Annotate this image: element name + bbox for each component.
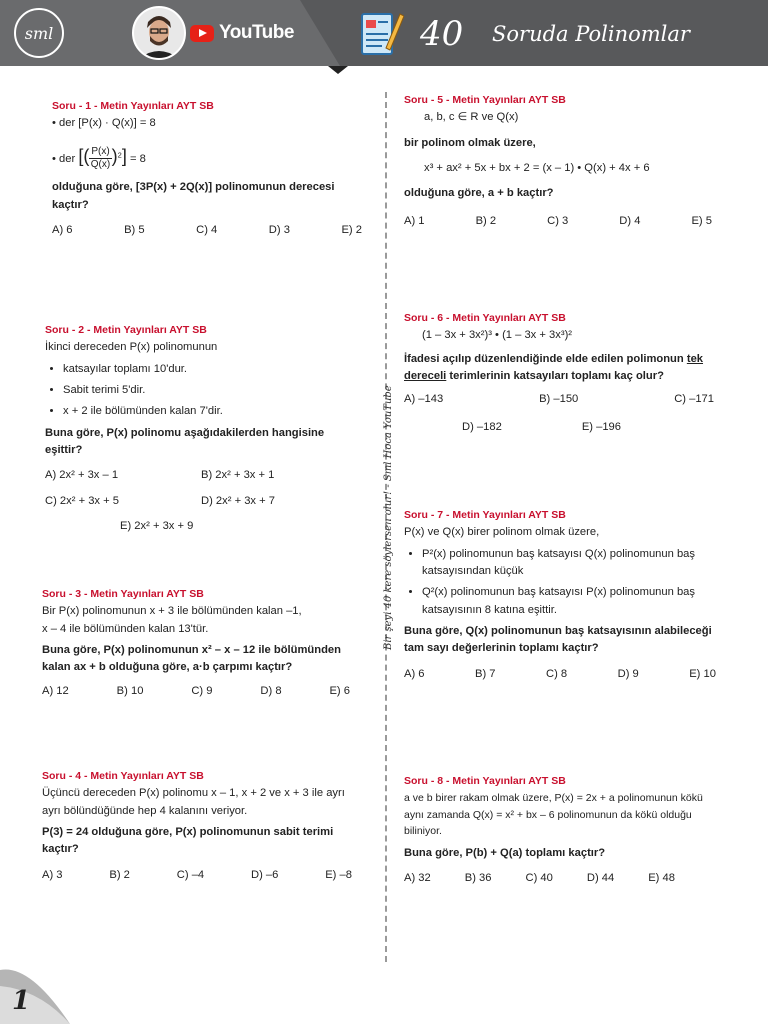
option[interactable]: E) 48 (648, 872, 675, 885)
question-8 (404, 773, 712, 888)
question-1 (52, 98, 362, 239)
bullet: • x + 2 ile bölümünden kalan 7'dir. (63, 403, 357, 420)
question-2 (45, 322, 357, 536)
option[interactable]: C) –171 (674, 393, 714, 406)
option[interactable]: D) –182 (462, 420, 502, 433)
page-number: 1 (12, 986, 31, 1016)
question-text: Buna göre, P(x) polinomunun x² – x – 12 ile bölümünden kalan ax + b olduğuna göre, a·b çarpımı kaçtır? (42, 643, 341, 674)
bullet: • der [( $\frac{P(x)}{Q(x)}$ )$^2$] = 8 (52, 145, 146, 171)
question-head: Soru - 8 - Metin Yayınları AYT SB (404, 775, 566, 787)
intro-text: a, b, c ∈ R ve Q(x) (424, 111, 519, 124)
option[interactable]: E) 2 (341, 223, 362, 236)
question-text: P(3) = 24 olduğuna göre, P(x) polinomunun sabit terimi kaçtır? (42, 825, 334, 856)
option[interactable]: D) 2x² + 3x + 7 (201, 494, 275, 507)
options (404, 391, 714, 408)
bullet-list (45, 361, 357, 421)
option[interactable]: B) 2 (109, 868, 130, 881)
fraction (89, 146, 111, 171)
intro-text: Üçüncü dereceden P(x) polinomu x – 1, x + 2 ve x + 3 ile ayrı ayrı bölündüğünde hep 4 kalanını veriyor. (42, 787, 345, 817)
option[interactable]: B) 2 (475, 214, 497, 227)
question-head: Soru - 4 - Metin Yayınları AYT SB (42, 770, 204, 782)
question-4 (42, 768, 352, 884)
option[interactable]: A) 12 (42, 684, 69, 697)
question-head: Soru - 2 - Metin Yayınları AYT SB (45, 324, 207, 336)
option[interactable]: E) 10 (689, 667, 716, 680)
option[interactable]: A) 32 (404, 872, 431, 885)
option[interactable]: B) 2x² + 3x + 1 (201, 469, 275, 482)
option[interactable]: A) 6 (52, 223, 73, 236)
youtube-brand[interactable] (190, 22, 294, 44)
question-text-part: terimlerinin katsayıları toplamı kaç olur? (446, 369, 664, 382)
intro-text: İkinci dereceden P(x) polinomunun (45, 341, 218, 354)
option[interactable]: D) 4 (619, 214, 641, 227)
avatar-portrait-icon (134, 8, 184, 58)
option[interactable]: C) 40 (525, 872, 553, 885)
bullet: • katsayılar toplamı 10'dur. (63, 361, 357, 378)
option[interactable]: E) 6 (329, 684, 350, 697)
option[interactable]: B) 36 (464, 872, 492, 885)
bullet-list (404, 546, 716, 619)
notebook-pencil-icon (358, 8, 404, 60)
sml-logo (14, 8, 64, 58)
title-number: 40 (420, 14, 464, 54)
option[interactable]: C) –4 (176, 868, 205, 881)
bullet-text: der [P(x) · Q(x)] = 8 (59, 117, 156, 130)
option[interactable]: A) 1 (404, 214, 425, 227)
question-text: Buna göre, Q(x) polinomunun baş katsayısının alabileceği tam sayı değerlerinin toplamı kaçtır? (404, 625, 712, 655)
option[interactable]: C) 2x² + 3x + 5 (45, 494, 119, 507)
question-head: Soru - 5 - Metin Yayınları AYT SB (404, 94, 566, 106)
bullet: • der [P(x) · Q(x)] = 8 (52, 117, 156, 130)
question-5 (404, 92, 712, 230)
option[interactable]: A) 2x² + 3x – 1 (45, 469, 119, 482)
options (42, 867, 352, 884)
avatar (132, 6, 186, 60)
question-head: Soru - 1 - Metin Yayınları AYT SB (52, 100, 214, 112)
option[interactable]: D) 8 (260, 684, 282, 697)
options (404, 213, 712, 230)
header-notch (328, 66, 348, 74)
fraction-numerator: P(x) (91, 146, 110, 158)
question-text-part: İfadesi açılıp düzenlendiğinde elde edilen polimonun (404, 352, 684, 365)
intro-text: x – 4 ile bölümünden kalan 13'tür. (42, 622, 209, 635)
question-head: Soru - 3 - Metin Yayınları AYT SB (42, 588, 204, 600)
question-text: Buna göre, P(x) polinomu aşağıdakilerden hangisine eşittir? (45, 426, 325, 457)
side-note: Bir şeyi 40 kere söylersen olur! - Sml Hoca YouTube (383, 385, 394, 650)
fraction-denominator: Q(x) (90, 159, 111, 171)
logo-text: sml (24, 23, 54, 43)
option[interactable]: C) 9 (191, 684, 213, 697)
option[interactable]: E) 2x² + 3x + 9 (120, 520, 194, 533)
intro-text: a ve b birer rakam olmak üzere, P(x) = 2x + a polinomunun kökü aynı zamanda Q(x) = x² + bx – 6 polinomunun da kökü olduğu biliniyor. (404, 792, 703, 837)
options (404, 870, 712, 887)
bullet: • Q²(x) polinomunun baş katsayısı P(x) polinomunun baş katsayısının 8 katına eşittir. (422, 584, 716, 619)
option[interactable]: A) 6 (404, 667, 425, 680)
intro-text: Bir P(x) polinomunun x + 3 ile bölümünden kalan –1, (42, 605, 302, 618)
bullet-text: der (59, 152, 76, 165)
option[interactable]: D) 44 (586, 872, 615, 885)
options (42, 683, 350, 700)
option[interactable]: D) 3 (268, 223, 290, 236)
option[interactable]: B) 10 (116, 684, 144, 697)
option[interactable]: B) 5 (124, 223, 145, 236)
option[interactable]: E) –196 (581, 420, 621, 433)
question-text: olduğuna göre, a + b kaçtır? (404, 187, 554, 200)
bullet-text: = 8 (129, 152, 146, 165)
question-text (404, 351, 714, 386)
option[interactable]: E) –8 (325, 868, 352, 881)
options (45, 467, 357, 510)
option[interactable]: A) –143 (404, 393, 444, 406)
bullet: • P²(x) polinomunun baş katsayısı Q(x) polinomunun baş katsayısından küçük (422, 546, 716, 581)
title-text: Soruda Polinomlar (492, 22, 690, 46)
intro-text: bir polinom olmak üzere, (404, 136, 536, 149)
question-7 (404, 507, 716, 683)
option[interactable]: C) 3 (547, 214, 569, 227)
option[interactable]: D) –6 (251, 868, 279, 881)
question-head: Soru - 6 - Metin Yayınları AYT SB (404, 312, 566, 324)
question-text-underlined: tek dereceli (404, 352, 704, 382)
bullet: • Sabit terimi 5'dir. (63, 382, 357, 399)
expression: (1 – 3x + 3x²)³ • (1 – 3x + 3x³)² (422, 329, 573, 342)
question-6 (404, 310, 714, 436)
youtube-label: YouTube (219, 22, 294, 43)
intro-text: P(x) ve Q(x) birer polinom olmak üzere, (404, 526, 600, 539)
option[interactable]: B) 7 (475, 667, 496, 680)
equation: x³ + ax² + 5x + bx + 2 = (x – 1) • Q(x) + 4x + 6 (424, 161, 650, 174)
option[interactable]: E) 5 (691, 214, 712, 227)
options (404, 666, 716, 683)
options (52, 222, 362, 239)
option[interactable]: B) –150 (539, 393, 579, 406)
question-head: Soru - 7 - Metin Yayınları AYT SB (404, 509, 566, 521)
question-text: olduğuna göre, [3P(x) + 2Q(x)] polinomunun derecesi kaçtır? (52, 181, 335, 211)
option[interactable]: D) 9 (617, 667, 639, 680)
question-3 (42, 586, 350, 700)
question-text: Buna göre, P(b) + Q(a) toplamı kaçtır? (404, 847, 606, 860)
option[interactable]: A) 3 (42, 868, 63, 881)
options (462, 419, 714, 436)
option[interactable]: C) 8 (546, 667, 568, 680)
youtube-play-icon (190, 25, 214, 42)
option[interactable]: C) 4 (196, 223, 218, 236)
